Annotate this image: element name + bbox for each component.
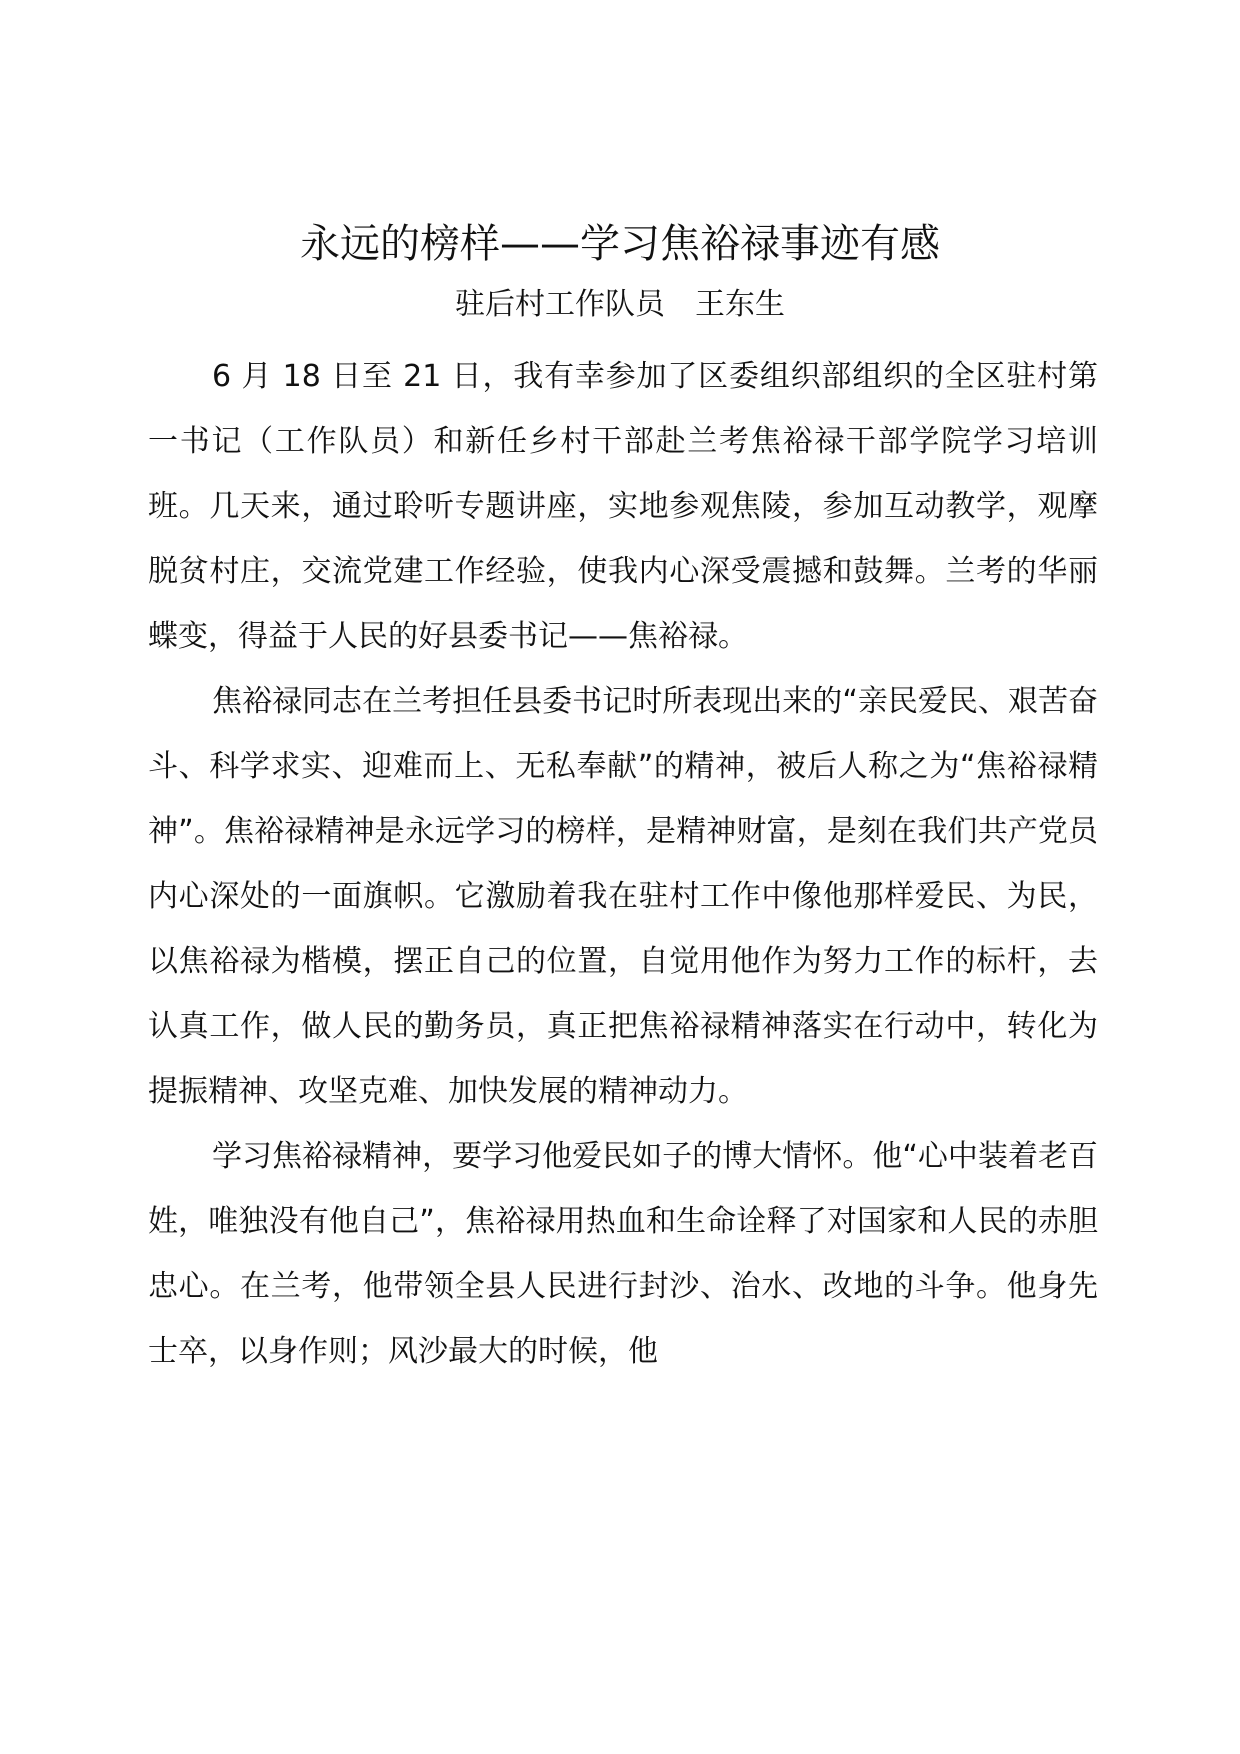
paragraph: 学习焦裕禄精神，要学习他爱民如子的博大情怀。他“心中装着老百姓，唯独没有他自己”，焦裕禄用热血和生命诠释了对国家和人民的赤胆忠心。在兰考，他带领全县人民进行封沙、治水、改地的斗争。他身先士卒，以身作则；风沙最大的时候，他	[148, 1139, 1098, 1369]
paragraph: 焦裕禄同志在兰考担任县委书记时所表现出来的“亲民爱民、艰苦奋斗、科学求实、迎难而上、无私奉献”的精神，被后人称之为“焦裕禄精神”。焦裕禄精神是永远学习的榜样，是精神财富，是刻在我们共产党员内心深处的一面旗帜。它激励着我在驻村工作中像他那样爱民、为民，以焦裕禄为楷模，摆正自己的位置，自觉用他作为努力工作的标杆，去认真工作，做人民的勤务员，真正把焦裕禄精神落实在行动中，转化为提振精神、攻坚克难、加快发展的精神动力。	[148, 684, 1098, 1109]
document-body	[148, 344, 1098, 1384]
document-title: 永远的榜样——学习焦裕禄事迹有感	[300, 221, 940, 267]
author-byline: 驻后村工作队员 王东生	[455, 287, 785, 322]
paragraph: 6 月 18 日至 21 日，我有幸参加了区委组织部组织的全区驻村第一书记（工作队员）和新任乡村干部赴兰考焦裕禄干部学院学习培训班。几天来，通过聆听专题讲座，实地参观焦陵，参加互动教学，观摩脱贫村庄，交流党建工作经验，使我内心深受震撼和鼓舞。兰考的华丽蝶变，得益于人民的好县委书记——焦裕禄。	[148, 359, 1098, 654]
